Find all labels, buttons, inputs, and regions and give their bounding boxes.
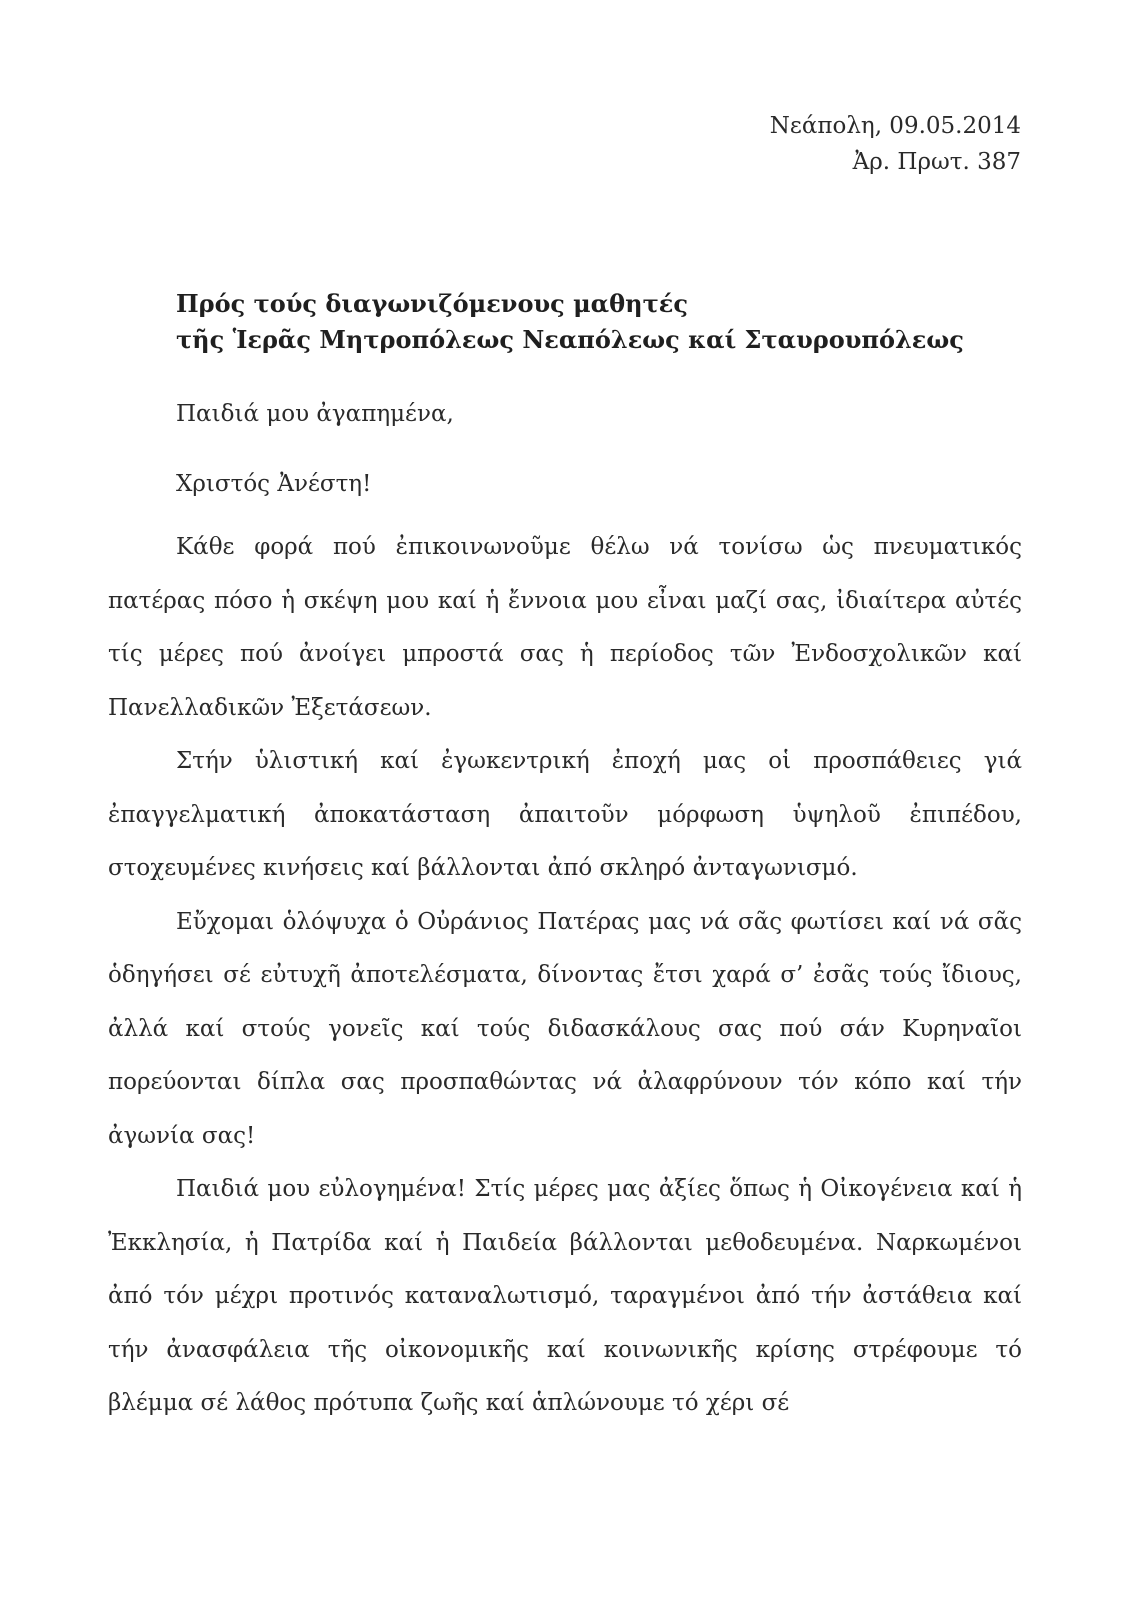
paragraph-4: Παιδιά μου εὐλογημένα! Στίς μέρες μας ἀξίες ὅπως ἡ Οἰκογένεια καί ἡ Ἐκκλησία, ἡ Πατρίδα καί ἡ Παιδεία βάλλονται μεθοδευμένα. Ναρκωμένοι ἀπό τόν μέχρι προτινός καταναλωτισμό, ταραγμένοι ἀπό τήν ἀστάθεια καί τήν ἀνασφάλεια τῆς οἰκονομικῆς καί κοινωνικῆς κρίσης στρέφουμε τό βλέμμα σέ λάθος πρότυπα ζωῆς καί ἁπλώνουμε τό χέρι σέ xyxy=(108,1176,1022,1416)
paragraph-1: Κάθε φορά πού ἐπικοινωνοῦμε θέλω νά τονίσω ὡς πνευματικός πατέρας πόσο ἡ σκέψη μου καί ἡ ἔννοια μου εἶναι μαζί σας, ἰδιαίτερα αὐτές τίς μέρες πού ἀνοίγει μπροστά σας ἡ περίοδος τῶν Ἐνδοσχολικῶν καί Πανελλαδικῶν Ἐξετάσεων. xyxy=(108,534,1022,721)
greeting: Χριστός Ἀνέστη! xyxy=(176,471,372,497)
paragraph-3: Εὔχομαι ὁλόψυχα ὁ Οὐράνιος Πατέρας μας νά σᾶς φωτίσει καί νά σᾶς ὁδηγήσει σέ εὐτυχῆ ἀποτελέσματα, δίνοντας ἔτσι χαρά σ’ ἐσᾶς τούς ἴδιους, ἀλλά καί στούς γονεῖς καί τούς διδασκάλους σας πού σάν Κυρηναῖοι πορεύονται δίπλα σας προσπαθώντας νά ἀλαφρύνουν τόν κόπο καί τήν ἀγωνία σας! xyxy=(108,908,1022,1149)
recipient-line-2: τῆς Ἱερᾶς Μητροπόλεως Νεαπόλεως καί Σταυρουπόλεως xyxy=(176,325,964,354)
place-date: Νεάπολη, 09.05.2014 xyxy=(769,113,1021,139)
protocol-number: Ἀρ. Πρωτ. 387 xyxy=(852,149,1021,175)
letter-body xyxy=(108,521,1022,1431)
salutation: Παιδιά μου ἀγαπημένα, xyxy=(176,401,454,427)
recipient-line-1: Πρός τούς διαγωνιζόμενους μαθητές xyxy=(176,289,688,318)
recipient-block xyxy=(176,286,964,358)
letter-header xyxy=(770,108,1021,180)
paragraph-2: Στήν ὑλιστική καί ἐγωκεντρική ἐποχή μας οἱ προσπάθειες γιά ἐπαγγελματική ἀποκατάσταση ἀπαιτοῦν μόρφωση ὑψηλοῦ ἐπιπέδου, στοχευμένες κινήσεις καί βάλλονται ἀπό σκληρό ἀνταγωνισμό. xyxy=(108,748,1022,881)
